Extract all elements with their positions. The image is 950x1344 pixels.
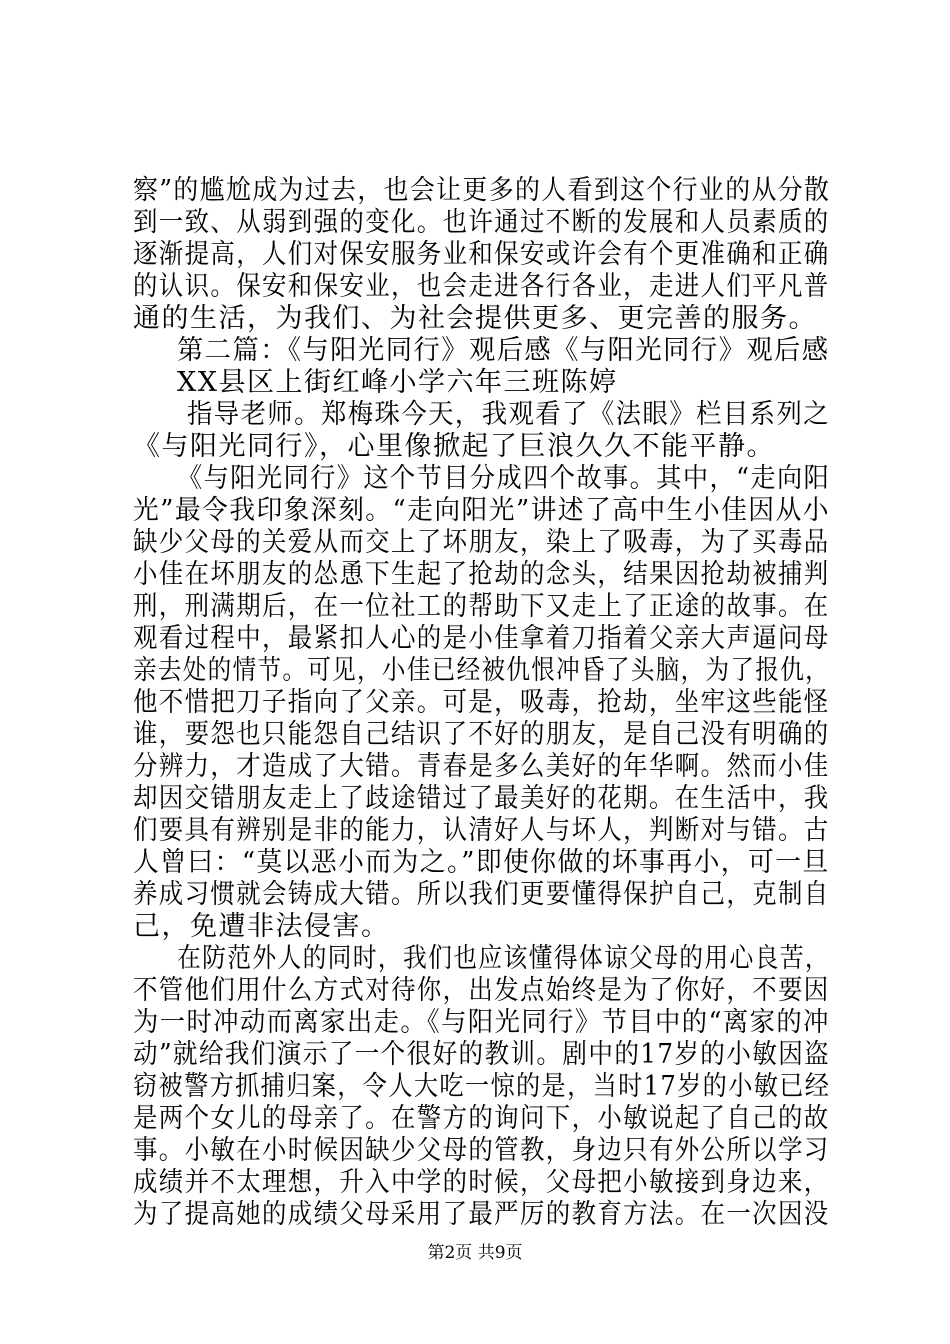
text-line: 不管他们用什么方式对待你，出发点始终是为了你好，不要因: [133, 975, 830, 1006]
text-line: 指导老师。郑梅珠今天，我观看了《法眼》栏目系列之: [187, 399, 831, 430]
text-line: 通的生活，为我们、为社会提供更多、更完善的服务。: [133, 303, 817, 334]
text-line: 察”的尴尬成为过去，也会让更多的人看到这个行业的从分散: [133, 175, 831, 206]
text-line: 事。小敏在小时候因缺少父母的管教，身边只有外公所以学习: [133, 1135, 830, 1166]
text-line: 到一致、从弱到强的变化。也许通过不断的发展和人员素质的: [133, 207, 830, 238]
text-line: 小佳在坏朋友的怂恿下生起了抢劫的念头，结果因抢劫被捕判: [133, 559, 830, 590]
text-line: 动”就给我们演示了一个很好的教训。剧中的17岁的小敏因盗: [133, 1039, 831, 1070]
page-number-footer: 第2页 共9页: [427, 1243, 523, 1263]
section-heading: 第二篇：《与阳光同行》观后感《与阳光同行》观后感: [177, 335, 830, 366]
text-line: 却因交错朋友走上了歧途错过了最美好的花期。在生活中，我: [133, 783, 830, 814]
text-line: 刑，刑满期后，在一位社工的帮助下又走上了正途的故事。在: [133, 591, 830, 622]
text-line: 己，免遭非法侵害。: [133, 911, 390, 942]
text-line: 《与阳光同行》这个节目分成四个故事。其中，“走向阳: [177, 463, 831, 494]
text-line: 谁，要怨也只能怨自己结识了不好的朋友，是自己没有明确的: [133, 719, 830, 750]
text-line: 为了提高她的成绩父母采用了最严厉的教育方法。在一次因没: [133, 1199, 830, 1230]
text-line: 人曾曰：“莫以恶小而为之。”即使你做的坏事再小，可一旦: [133, 847, 830, 878]
text-line: 成绩并不太理想，升入中学的时候，父母把小敏接到身边来，: [133, 1167, 830, 1198]
text-line: 是两个女儿的母亲了。在警方的询问下，小敏说起了自己的故: [133, 1103, 830, 1134]
text-line: 逐渐提高，人们对保安服务业和保安或许会有个更准确和正确: [133, 239, 830, 270]
text-line: 分辨力，才造成了大错。青春是多么美好的年华啊。然而小佳: [133, 751, 830, 782]
author-line: XX县区上街红峰小学六年三班陈婷: [177, 367, 618, 398]
text-line: 养成习惯就会铸成大错。所以我们更要懂得保护自己，克制自: [133, 879, 830, 910]
text-line: 们要具有辨别是非的能力，认清好人与坏人，判断对与错。古: [133, 815, 830, 846]
text-line: 缺少父母的关爱从而交上了坏朋友，染上了吸毒，为了买毒品: [133, 527, 830, 558]
text-line: 他不惜把刀子指向了父亲。可是，吸毒，抢劫，坐牢这些能怪: [133, 687, 830, 718]
text-line: 亲去处的情节。可见，小佳已经被仇恨冲昏了头脑，为了报仇，: [133, 655, 830, 686]
text-line: 《与阳光同行》，心里像掀起了巨浪久久不能平静。: [133, 431, 775, 462]
text-line: 为一时冲动而离家出走。《与阳光同行》节目中的“离家的冲: [133, 1007, 830, 1038]
text-line: 光”最令我印象深刻。“走向阳光”讲述了高中生小佳因从小: [133, 495, 830, 526]
text-line: 的认识。保安和保安业，也会走进各行各业，走进人们平凡普: [133, 271, 830, 302]
text-line: 观看过程中，最紧扣人心的是小佳拿着刀指着父亲大声逼问母: [133, 623, 830, 654]
text-line: 窃被警方抓捕归案，令人大吃一惊的是，当时17岁的小敏已经: [133, 1071, 831, 1102]
text-line: 在防范外人的同时，我们也应该懂得体谅父母的用心良苦，: [177, 943, 830, 974]
